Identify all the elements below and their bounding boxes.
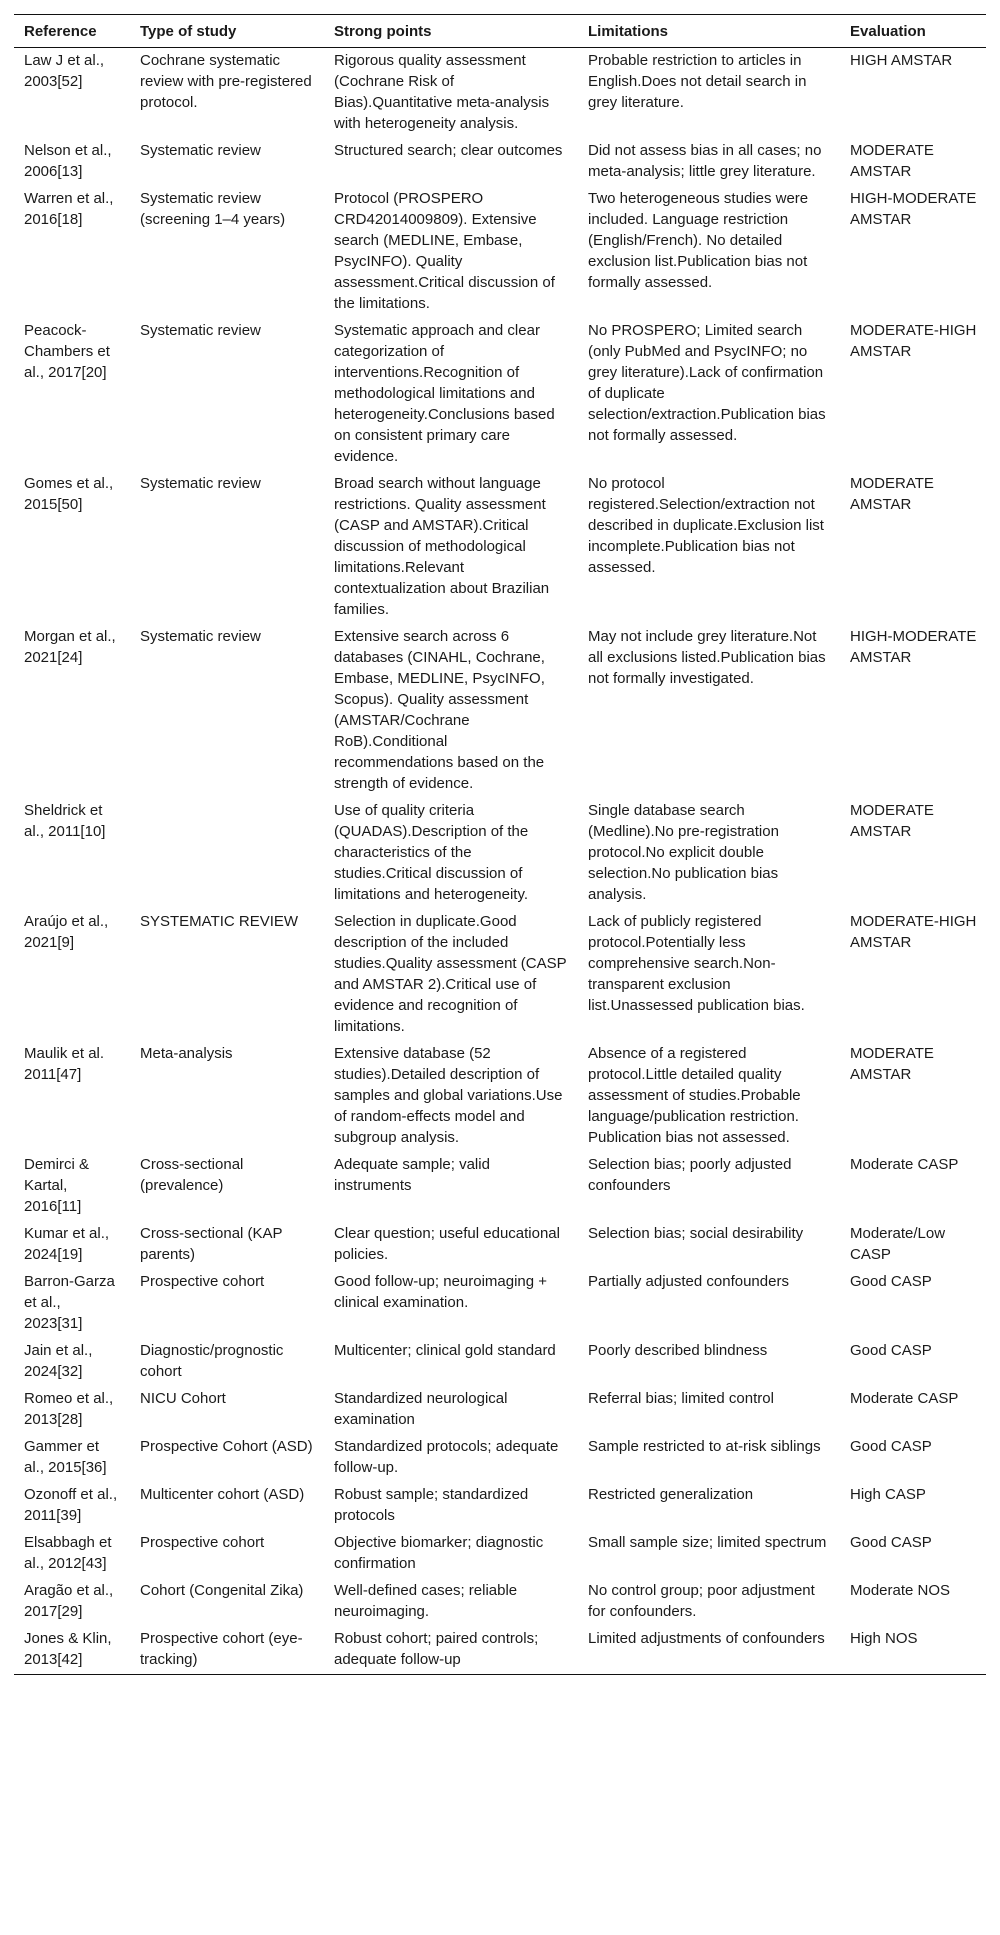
cell-evaluation: HIGH AMSTAR	[850, 52, 953, 69]
cell-type-of-study: Prospective Cohort (ASD)	[140, 1438, 313, 1455]
cell-strong-points: Extensive database (52 studies).Detailed description of samples and global variations.Use of random-effects model and subgroup analysis.	[334, 1045, 563, 1146]
cell-limitations: Absence of a registered protocol.Little detailed quality assessment of studies.Probable language/publication restriction. Publication bias not assessed.	[588, 1045, 801, 1146]
table-row	[14, 1041, 986, 1152]
table-row	[14, 1578, 986, 1626]
cell-strong-points: Selection in duplicate.Good description of the included studies.Quality assessment (CASP and AMSTAR 2).Critical use of evidence and recognition of limitations.	[334, 913, 567, 1035]
cell-reference: Gammer et al., 2015[36]	[24, 1438, 107, 1476]
cell-evaluation: MODERATE AMSTAR	[850, 802, 934, 840]
cell-strong-points: Structured search; clear outcomes	[334, 142, 563, 159]
cell-evaluation: Good CASP	[850, 1534, 932, 1551]
cell-limitations: Restricted generalization	[588, 1486, 754, 1503]
cell-limitations: Single database search (Medline).No pre-registration protocol.No explicit double selection.No publication bias analysis.	[588, 802, 779, 903]
cell-limitations: Probable restriction to articles in English.Does not detail search in grey literature.	[588, 52, 807, 111]
cell-evaluation: Moderate CASP	[850, 1156, 959, 1173]
cell-evaluation: Good CASP	[850, 1273, 932, 1290]
cell-evaluation: MODERATE AMSTAR	[850, 142, 934, 180]
cell-reference: Jones & Klin, 2013[42]	[24, 1630, 112, 1668]
cell-limitations: Referral bias; limited control	[588, 1390, 774, 1407]
table-row	[14, 138, 986, 186]
cell-strong-points: Robust cohort; paired controls; adequate follow-up	[334, 1630, 539, 1668]
cell-limitations: Selection bias; poorly adjusted confounders	[588, 1156, 792, 1194]
cell-limitations: Two heterogeneous studies were included. Language restriction (English/French). No detailed exclusion list.Publication bias not formally assessed.	[588, 190, 809, 291]
cell-limitations: Lack of publicly registered protocol.Potentially less comprehensive search.Non-transparent exclusion list.Unassessed publication bias.	[588, 913, 805, 1014]
table-row	[14, 909, 986, 1041]
cell-reference: Warren et al., 2016[18]	[24, 190, 114, 228]
cell-evaluation: MODERATE AMSTAR	[850, 475, 934, 513]
cell-reference: Barron-Garza et al., 2023[31]	[24, 1273, 115, 1332]
table-row	[14, 624, 986, 798]
cell-limitations: Did not assess bias in all cases; no meta-analysis; little grey literature.	[588, 142, 822, 180]
table-row	[14, 798, 986, 909]
cell-type-of-study: Systematic review	[140, 475, 261, 492]
table-header	[14, 15, 986, 48]
cell-strong-points: Well-defined cases; reliable neuroimaging.	[334, 1582, 518, 1620]
header-strong-points: Strong points	[334, 23, 432, 40]
cell-type-of-study: Systematic review	[140, 142, 261, 159]
cell-strong-points: Rigorous quality assessment (Cochrane Risk of Bias).Quantitative meta-analysis with heterogeneity analysis.	[334, 52, 550, 132]
cell-evaluation: High CASP	[850, 1486, 926, 1503]
cell-type-of-study: Systematic review (screening 1–4 years)	[140, 190, 286, 228]
cell-evaluation: High NOS	[850, 1630, 918, 1647]
table-row	[14, 1626, 986, 1675]
cell-evaluation: Moderate/Low CASP	[850, 1225, 946, 1263]
cell-reference: Peacock-Chambers et al., 2017[20]	[24, 322, 110, 381]
header-row	[14, 15, 986, 48]
cell-strong-points: Standardized protocols; adequate follow-up.	[334, 1438, 559, 1476]
cell-reference: Gomes et al., 2015[50]	[24, 475, 114, 513]
cell-strong-points: Systematic approach and clear categorization of interventions.Recognition of methodological limitations and heterogeneity.Conclusions based on consistent primary care evidence.	[334, 322, 555, 465]
cell-limitations: Poorly described blindness	[588, 1342, 768, 1359]
cell-type-of-study: Diagnostic/prognostic cohort	[140, 1342, 284, 1380]
cell-limitations: Small sample size; limited spectrum	[588, 1534, 827, 1551]
cell-type-of-study: Systematic review	[140, 322, 261, 339]
cell-reference: Nelson et al., 2006[13]	[24, 142, 112, 180]
cell-strong-points: Adequate sample; valid instruments	[334, 1156, 490, 1194]
cell-strong-points: Clear question; useful educational policies.	[334, 1225, 560, 1263]
cell-limitations: No protocol registered.Selection/extraction not described in duplicate.Exclusion list incomplete.Publication bias not assessed.	[588, 475, 824, 576]
cell-reference: Sheldrick et al., 2011[10]	[24, 802, 106, 840]
cell-type-of-study: Prospective cohort	[140, 1273, 265, 1290]
cell-type-of-study: Systematic review	[140, 628, 261, 645]
cell-reference: Maulik et al. 2011[47]	[24, 1045, 105, 1083]
cell-strong-points: Objective biomarker; diagnostic confirmation	[334, 1534, 544, 1572]
table-row	[14, 318, 986, 471]
cell-strong-points: Extensive search across 6 databases (CINAHL, Cochrane, Embase, MEDLINE, PsycINFO, Scopus). Quality assessment (AMSTAR/Cochrane RoB).Conditional recommendations based on the strength of evidence.	[334, 628, 545, 792]
cell-type-of-study: Prospective cohort (eye-tracking)	[140, 1630, 303, 1668]
cell-evaluation: MODERATE-HIGH AMSTAR	[850, 913, 977, 951]
cell-type-of-study: Multicenter cohort (ASD)	[140, 1486, 305, 1503]
cell-type-of-study: Cross-sectional (prevalence)	[140, 1156, 244, 1194]
table-row	[14, 1434, 986, 1482]
table-row	[14, 1338, 986, 1386]
cell-evaluation: MODERATE AMSTAR	[850, 1045, 934, 1083]
cell-reference: Araújo et al., 2021[9]	[24, 913, 109, 951]
cell-type-of-study	[130, 798, 324, 909]
cell-evaluation: Moderate CASP	[850, 1390, 959, 1407]
cell-reference: Ozonoff et al., 2011[39]	[24, 1486, 118, 1524]
cell-reference: Law J et al., 2003[52]	[24, 52, 105, 90]
table-row	[14, 48, 986, 139]
cell-limitations: Partially adjusted confounders	[588, 1273, 789, 1290]
table-row	[14, 1530, 986, 1578]
table-row	[14, 1482, 986, 1530]
cell-evaluation: Good CASP	[850, 1342, 932, 1359]
table-row	[14, 471, 986, 624]
cell-reference: Morgan et al., 2021[24]	[24, 628, 116, 666]
cell-strong-points: Use of quality criteria (QUADAS).Description of the characteristics of the studies.Critical discussion of limitations and heterogeneity.	[334, 802, 529, 903]
cell-type-of-study: Prospective cohort	[140, 1534, 265, 1551]
cell-reference: Demirci & Kartal, 2016[11]	[24, 1156, 90, 1215]
cell-limitations: Selection bias; social desirability	[588, 1225, 804, 1242]
cell-reference: Kumar et al., 2024[19]	[24, 1225, 110, 1263]
table-body	[14, 48, 986, 1675]
cell-evaluation: Good CASP	[850, 1438, 932, 1455]
cell-type-of-study: Meta-analysis	[140, 1045, 233, 1062]
cell-strong-points: Broad search without language restrictions. Quality assessment (CASP and AMSTAR).Critical discussion of methodological limitations.Relevant contextualization about Brazilian families.	[334, 475, 550, 618]
cell-strong-points: Standardized neurological examination	[334, 1390, 508, 1428]
header-type-of-study: Type of study	[140, 23, 237, 40]
table-row	[14, 1221, 986, 1269]
cell-evaluation: Moderate NOS	[850, 1582, 951, 1599]
cell-limitations: No PROSPERO; Limited search (only PubMed and PsycINFO; no grey literature).Lack of confirmation of duplicate selection/extraction.Publication bias not formally assessed.	[588, 322, 826, 444]
evidence-quality-table	[14, 14, 986, 1675]
cell-reference: Jain et al., 2024[32]	[24, 1342, 93, 1380]
table-row	[14, 1152, 986, 1221]
cell-evaluation: HIGH-MODERATE AMSTAR	[850, 190, 977, 228]
cell-type-of-study: Cross-sectional (KAP parents)	[140, 1225, 283, 1263]
cell-limitations: Limited adjustments of confounders	[588, 1630, 825, 1647]
cell-strong-points: Multicenter; clinical gold standard	[334, 1342, 556, 1359]
cell-strong-points: Protocol (PROSPERO CRD42014009809). Extensive search (MEDLINE, Embase, PsycINFO). Quality assessment.Critical discussion of the limitations.	[334, 190, 555, 312]
table-row	[14, 1386, 986, 1434]
cell-evaluation: HIGH-MODERATE AMSTAR	[850, 628, 977, 666]
cell-reference: Aragão et al., 2017[29]	[24, 1582, 114, 1620]
cell-type-of-study: NICU Cohort	[140, 1390, 226, 1407]
header-evaluation: Evaluation	[850, 23, 926, 40]
cell-strong-points: Good follow-up; neuroimaging + clinical examination.	[334, 1273, 548, 1311]
cell-evaluation: MODERATE-HIGH AMSTAR	[850, 322, 977, 360]
cell-limitations: Sample restricted to at-risk siblings	[588, 1438, 821, 1455]
cell-limitations: No control group; poor adjustment for confounders.	[588, 1582, 815, 1620]
header-reference: Reference	[24, 23, 97, 40]
cell-reference: Elsabbagh et al., 2012[43]	[24, 1534, 112, 1572]
cell-type-of-study: SYSTEMATIC REVIEW	[140, 913, 299, 930]
header-limitations: Limitations	[588, 23, 669, 40]
cell-limitations: May not include grey literature.Not all exclusions listed.Publication bias not formally investigated.	[588, 628, 826, 687]
cell-type-of-study: Cohort (Congenital Zika)	[140, 1582, 304, 1599]
cell-reference: Romeo et al., 2013[28]	[24, 1390, 114, 1428]
table-row	[14, 186, 986, 318]
cell-strong-points: Robust sample; standardized protocols	[334, 1486, 529, 1524]
table-row	[14, 1269, 986, 1338]
cell-type-of-study: Cochrane systematic review with pre-registered protocol.	[140, 52, 312, 111]
